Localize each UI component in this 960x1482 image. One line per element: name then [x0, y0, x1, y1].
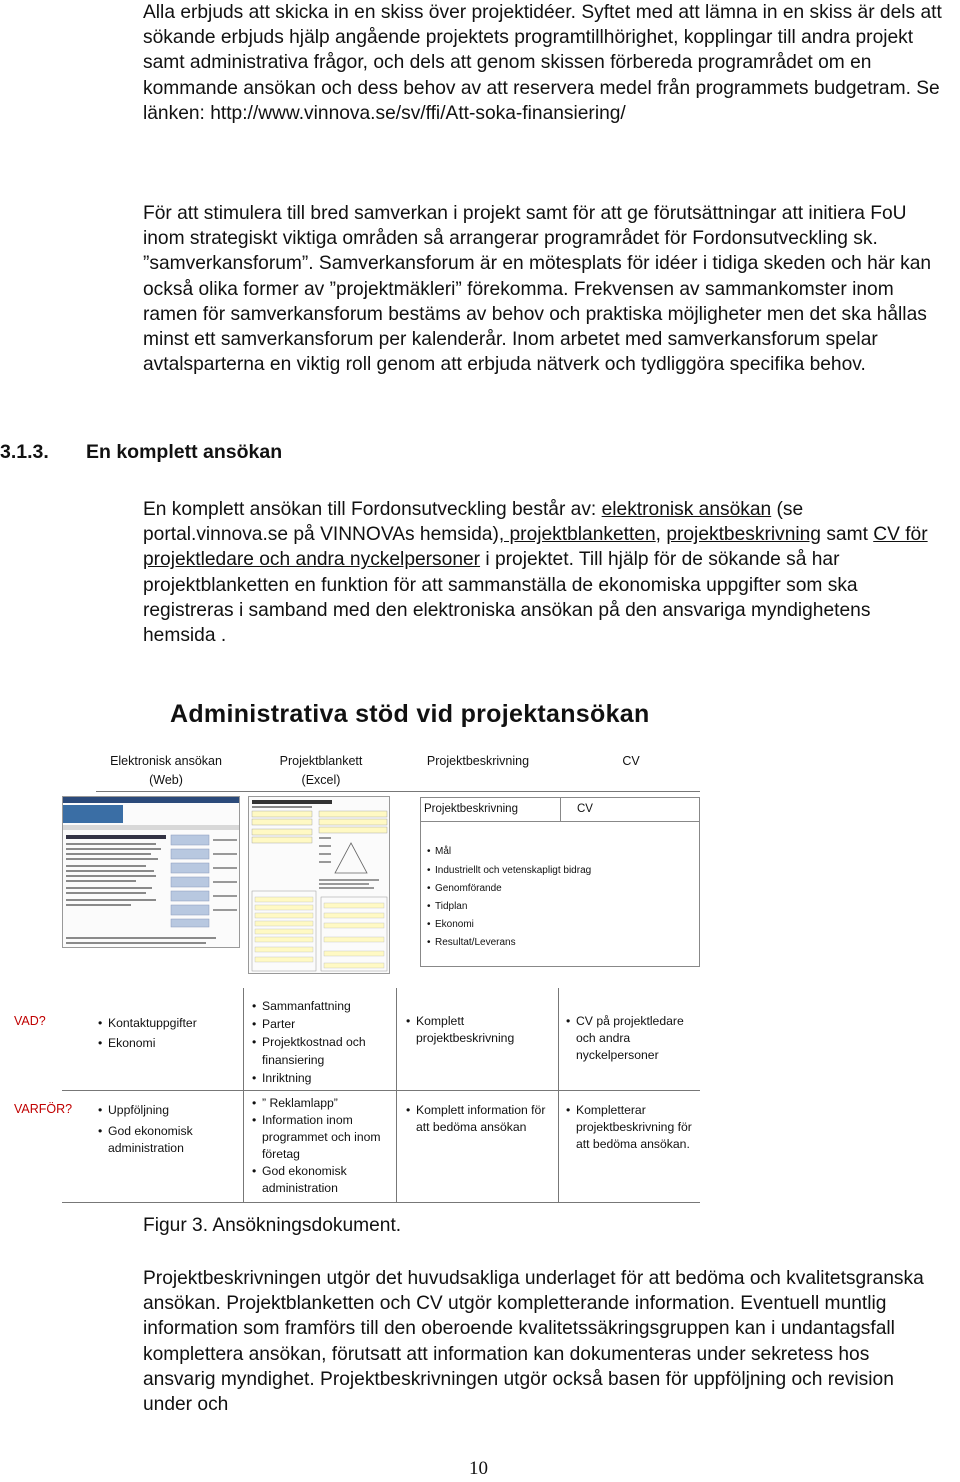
- varfor-excel: • ” Reklamlapp” • Information inom programmet och inom företag • God ekonomisk administration: [252, 1095, 392, 1197]
- section-number: 3.1.3.: [0, 441, 49, 463]
- link-project-description[interactable]: projektbeskrivning: [666, 524, 821, 546]
- link-electronic-application[interactable]: elektronisk ansökan: [601, 499, 772, 520]
- excel-form-thumbnail: [248, 796, 390, 974]
- application-documents-diagram: [0, 700, 960, 1220]
- row-label-vad: VAD?: [14, 1014, 46, 1028]
- diagram-title: Administrativa stöd vid projektansökan: [170, 700, 650, 728]
- intro-paragraph: Alla erbjuds att skicka in en skiss över projektidéer. Syftet med att lämna in en skiss är dels att sökande erbjuds hjälp angående projektets programtillhörighet, kopplingar till andra projekt samt administrativa frågor, och dels att genom skissen förbereda programrådet om en kommande ansökan och dess behov av att reservera medel från programmets budgetram. Se länken: http://www.vinnova.se/sv/ffi/Att-soka-finansiering/: [143, 2, 942, 124]
- samverkansforum-paragraph: För att stimulera till bred samverkan i projekt samt för att ge förutsättningar att initiera FoU inom strategiskt viktiga områden så arrangerar programrådet för Fordonsutveckling sk. ”samverkansforum”. Samverkansforum är en mötesplats för idéer i tidiga skeden och här kan också olika former av ”projektmäkleri” förekomma. Frekvensen av sammankomster inom ramen för samverkansforum bestäms av behov och praktiska möjligheter men det ska hållas minst ett samverkansforum per kalenderår. Inom arbetet med samverkansforum spelar avtalsparterna en viktig roll genom att erbjuda nätverk och tydliggöra specifika behov.: [143, 203, 932, 376]
- link-cv[interactable]: CV för projektledare och andra nyckelpersoner: [143, 524, 928, 571]
- web-application-thumbnail: [62, 796, 240, 948]
- vad-cv: • CV på projektledare och andra nyckelpersoner: [566, 1013, 706, 1064]
- col-header-excel: Projektblankett (Excel): [279, 754, 363, 787]
- pb-thumb-header: Projektbeskrivning: [421, 798, 561, 822]
- vad-excel: • Sammanfattning • Parter • Projektkostnad och finansiering • Inriktning: [252, 997, 392, 1087]
- col-header-description: Projektbeskrivning: [426, 754, 530, 768]
- section-title: En komplett ansökan: [86, 441, 283, 463]
- col-header-web: Elektronisk ansökan (Web): [110, 754, 222, 787]
- complete-application-paragraph: En komplett ansökan till Fordonsutveckling består av: elektronisk ansökan (se portal.vinnova.se på VINNOVAs hemsida), projektblanketten, projektbeskrivning samt CV för projektledare och andra nyckelpersoner i projektet. Till hjälp för de sökande så har projektblanketten en funktion för att sammanställa de ekonomiska uppgifter som ska registreras i samband med den elektroniska ansökan på den ansvariga myndighetens hemsida .: [143, 499, 928, 647]
- vad-description: • Komplett projektbeskrivning: [406, 1013, 546, 1047]
- project-description-thumbnail: [420, 797, 700, 967]
- project-description-paragraph: Projektbeskrivningen utgör det huvudsakliga underlaget för att bedöma och kvalitetsgranska ansökan. Projektblanketten och CV utgör kompletterande information. Eventuell muntlig information som framförs till den oberoende kvalitetssäkringsgruppen kan i undantagsfall komplettera ansökan, förutsatt att information kan dokumenteras under sekretess hos ansvarig myndighet. Projektbeskrivningen utgör också basen för uppföljning och revision under och: [143, 1268, 924, 1416]
- col-header-cv: CV: [622, 754, 640, 768]
- row-label-varfor: VARFÖR?: [14, 1102, 73, 1116]
- pb-thumb-list: • Mål • Industriellt och vetenskapligt bidrag • Genomförande • Tidplan • Ekonomi • Resultat/Leverans: [427, 843, 591, 952]
- figure-caption: Figur 3. Ansökningsdokument.: [143, 1215, 402, 1236]
- varfor-description: • Komplett information för att bedöma ansökan: [406, 1102, 546, 1136]
- link-project-form[interactable]: , projektblanketten: [498, 524, 656, 546]
- vad-web: • Kontaktuppgifter • Ekonomi: [98, 1013, 238, 1053]
- page-number: 10: [469, 1458, 488, 1479]
- varfor-web: • Uppföljning • God ekonomisk administration: [98, 1102, 238, 1157]
- pb-thumb-cv: CV: [561, 798, 700, 822]
- varfor-cv: • Kompletterar projektbeskrivning för att bedöma ansökan.: [566, 1102, 701, 1153]
